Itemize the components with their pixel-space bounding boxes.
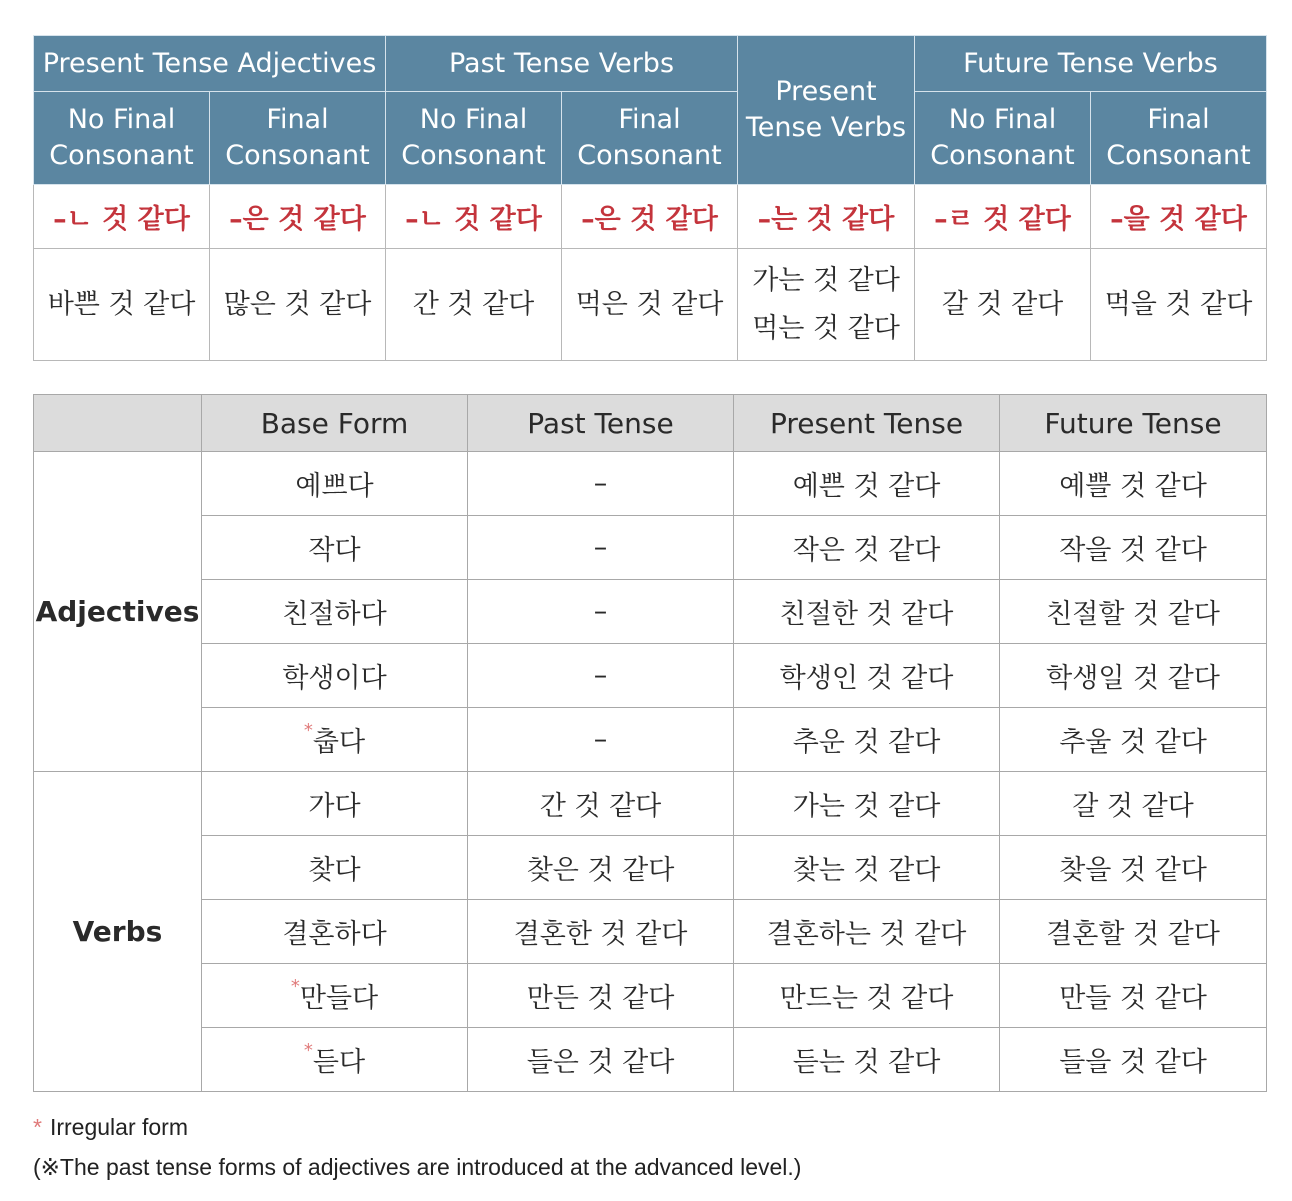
example-cell: 많은 것 같다 <box>210 249 386 361</box>
past-adjective-note: (※The past tense forms of adjectives are introduced at the advanced level.) <box>33 1154 802 1180</box>
present-cell: 가는 것 같다 <box>734 772 1000 836</box>
ending-cell: –을 것 같다 <box>1091 185 1267 249</box>
example-cell: 먹은 것 같다 <box>562 249 738 361</box>
subheader-line1: Final <box>266 104 329 135</box>
header-present-tense: Present Tense <box>734 395 1000 452</box>
table-row <box>34 772 1267 836</box>
group-header-past-verbs: Past Tense Verbs <box>386 36 738 92</box>
subheader-line2: Consonant <box>930 140 1075 171</box>
present-cell: 듣는 것 같다 <box>734 1028 1000 1092</box>
past-cell: – <box>468 708 734 772</box>
past-cell: – <box>468 644 734 708</box>
ending-cell: –는 것 같다 <box>738 185 915 249</box>
past-cell: – <box>468 452 734 516</box>
example-cell-double <box>738 249 915 361</box>
irregular-marker: * <box>303 1040 313 1061</box>
table-row <box>34 964 1267 1028</box>
subheader-line1: Final <box>1147 104 1210 135</box>
example-cell: 갈 것 같다 <box>915 249 1091 361</box>
group-header-future-verbs: Future Tense Verbs <box>915 36 1267 92</box>
future-cell: 학생일 것 같다 <box>1000 644 1267 708</box>
base-form-text: 듣다 <box>312 1047 366 1078</box>
subheader-cell <box>562 92 738 185</box>
subheader-line2: Consonant <box>401 140 546 171</box>
base-form-cell: 친절하다 <box>202 580 468 644</box>
past-cell: 만든 것 같다 <box>468 964 734 1028</box>
subheader-line2: Consonant <box>49 140 194 171</box>
base-form-cell <box>202 964 468 1028</box>
grammar-form-table <box>33 35 1267 361</box>
irregular-marker: * <box>290 976 300 997</box>
base-form-cell: 가다 <box>202 772 468 836</box>
conjugation-table <box>33 394 1267 1092</box>
subheader-line1: No Final <box>948 104 1057 135</box>
base-form-text: 춥다 <box>312 727 366 758</box>
base-form-cell: 예쁘다 <box>202 452 468 516</box>
ending-cell: –은 것 같다 <box>210 185 386 249</box>
example-line: 먹는 것 같다 <box>752 312 900 344</box>
future-cell: 친절할 것 같다 <box>1000 580 1267 644</box>
subheader-cell <box>386 92 562 185</box>
subheader-cell <box>915 92 1091 185</box>
future-cell: 추울 것 같다 <box>1000 708 1267 772</box>
past-cell: – <box>468 580 734 644</box>
ending-cell: –ㄴ 것 같다 <box>386 185 562 249</box>
table-row <box>34 644 1267 708</box>
future-cell: 갈 것 같다 <box>1000 772 1267 836</box>
base-form-cell: 작다 <box>202 516 468 580</box>
header-empty <box>34 395 202 452</box>
future-cell: 예쁠 것 같다 <box>1000 452 1267 516</box>
base-form-cell: 학생이다 <box>202 644 468 708</box>
subheader-line2: Consonant <box>1106 140 1251 171</box>
header-past-tense: Past Tense <box>468 395 734 452</box>
example-line: 가는 것 같다 <box>752 264 900 296</box>
base-form-cell <box>202 1028 468 1092</box>
subheader-cell <box>34 92 210 185</box>
table-row <box>34 900 1267 964</box>
irregular-note-text: Irregular form <box>49 1114 188 1140</box>
future-cell: 만들 것 같다 <box>1000 964 1267 1028</box>
present-cell: 예쁜 것 같다 <box>734 452 1000 516</box>
future-cell: 들을 것 같다 <box>1000 1028 1267 1092</box>
present-cell: 학생인 것 같다 <box>734 644 1000 708</box>
base-form-cell: 결혼하다 <box>202 900 468 964</box>
table-row <box>34 708 1267 772</box>
ending-cell: –ㄹ 것 같다 <box>915 185 1091 249</box>
base-form-cell <box>202 708 468 772</box>
subheader-line2: Consonant <box>225 140 370 171</box>
base-form-cell: 찾다 <box>202 836 468 900</box>
present-cell: 작은 것 같다 <box>734 516 1000 580</box>
past-cell: 찾은 것 같다 <box>468 836 734 900</box>
present-cell: 친절한 것 같다 <box>734 580 1000 644</box>
category-adjectives: Adjectives <box>34 452 202 772</box>
present-cell: 추운 것 같다 <box>734 708 1000 772</box>
future-cell: 작을 것 같다 <box>1000 516 1267 580</box>
present-cell: 찾는 것 같다 <box>734 836 1000 900</box>
group-header-present-verbs <box>738 36 915 185</box>
table-row <box>34 452 1267 516</box>
example-cell: 바쁜 것 같다 <box>34 249 210 361</box>
subheader-cell <box>1091 92 1267 185</box>
subheader-cell <box>210 92 386 185</box>
group-header-present-adjectives: Present Tense Adjectives <box>34 36 386 92</box>
present-cell: 결혼하는 것 같다 <box>734 900 1000 964</box>
future-cell: 결혼할 것 같다 <box>1000 900 1267 964</box>
subheader-line1: No Final <box>419 104 528 135</box>
irregular-note <box>33 1107 801 1147</box>
present-cell: 만드는 것 같다 <box>734 964 1000 1028</box>
base-form-text: 만들다 <box>299 983 379 1014</box>
example-cell: 간 것 같다 <box>386 249 562 361</box>
present-verbs-line1: Present <box>775 76 877 107</box>
past-cell: 결혼한 것 같다 <box>468 900 734 964</box>
header-future-tense: Future Tense <box>1000 395 1267 452</box>
category-verbs: Verbs <box>34 772 202 1092</box>
subheader-line2: Consonant <box>577 140 722 171</box>
irregular-marker: * <box>303 720 313 741</box>
subheader-line1: Final <box>618 104 681 135</box>
table-row <box>34 516 1267 580</box>
header-base-form: Base Form <box>202 395 468 452</box>
table-row <box>34 1028 1267 1092</box>
present-verbs-line2: Tense Verbs <box>745 112 907 143</box>
future-cell: 찾을 것 같다 <box>1000 836 1267 900</box>
past-cell: 간 것 같다 <box>468 772 734 836</box>
past-cell: 들은 것 같다 <box>468 1028 734 1092</box>
past-cell: – <box>468 516 734 580</box>
example-cell: 먹을 것 같다 <box>1091 249 1267 361</box>
ending-cell: –은 것 같다 <box>562 185 738 249</box>
asterisk-icon: * <box>33 1114 42 1140</box>
footnotes <box>33 1107 801 1187</box>
subheader-line1: No Final <box>67 104 176 135</box>
ending-cell: –ㄴ 것 같다 <box>34 185 210 249</box>
table-row <box>34 836 1267 900</box>
table-row <box>34 580 1267 644</box>
